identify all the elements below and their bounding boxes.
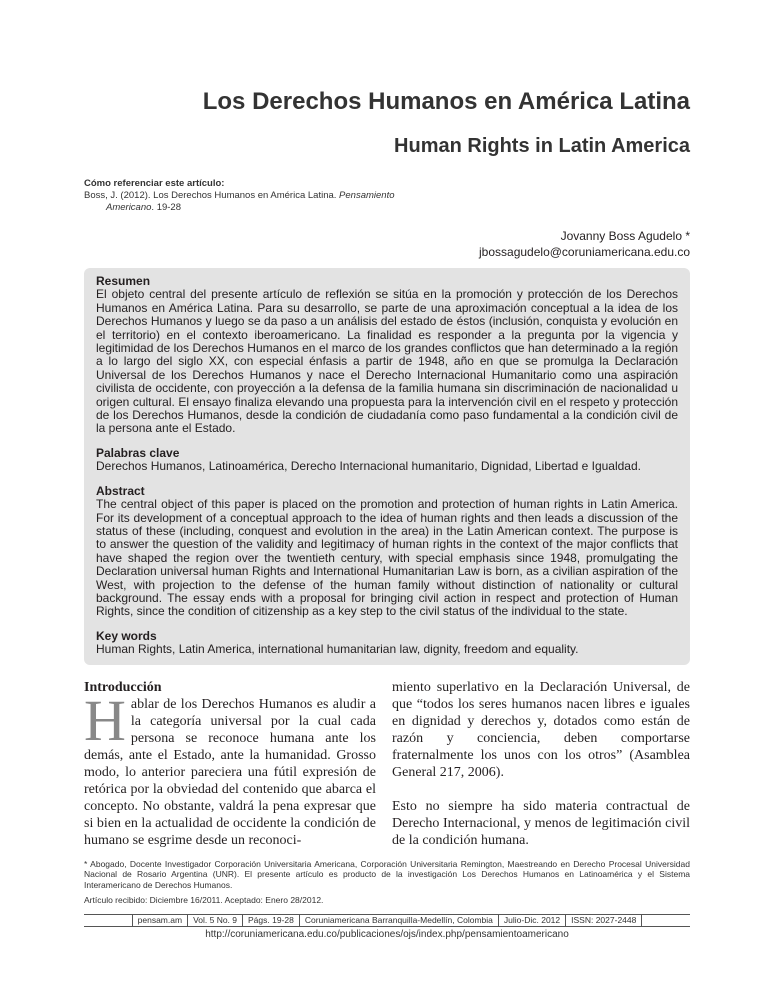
intro-heading: Introducción (84, 679, 162, 695)
journal-url[interactable]: http://coruniamericana.edu.co/publicaciones/ojs/index.php/pensamientoamericano (205, 928, 569, 940)
footer-publisher: Coruniamericana Barranquilla-Medellín, Colombia (299, 915, 498, 926)
body-paragraph: miento superlativo en la Declaración Universal, de que “todos los seres humanos nacen libres e iguales en dignidad y derechos y, dotados como están de razón y conciencia, deben comportarse fraternalmente los unos con los otros” (Asamblea General 217, 2006). (392, 679, 690, 780)
footer-journal: pensam.am (132, 915, 187, 926)
key-words-heading: Key words (96, 628, 157, 643)
abstract-heading: Abstract (96, 483, 145, 498)
citation-journal: Pensamiento (339, 190, 395, 201)
resumen-text: El objeto central del presente artículo de reflexión se sitúa en la promoción y protección de los Derechos Humanos en América Latina. Para su desarrollo, se parte de una aproximación conceptual a la idea de los Derechos Humanos y luego se da paso a un análisis del estado de éstos (inclusión, conquista y evolución en el territorio) en el contexto iberoamericano. La finalidad es responder a la pregunta por la vigencia y legitimidad de los Derechos Humanos en el marco de los grandes conflictos que han determinado a la región a lo largo del siglo XX, con especial énfasis a partir de 1948, año en que se promulga la Declaración Universal de los Derechos Humanos y nace el Derecho Internacional Humanitario como una aspiración civilista de occidente, con proyección a la defensa de la familia humana sin discriminación de nacionalidad u origen cultural. El ensayo finaliza elevando una propuesta para la intervención civil en el respeto y protección de los Derechos Humanos, desde la condición de ciudadanía como paso fundamental a la condición civil de la persona ante el Estado. (96, 287, 678, 436)
footer-date: Julio-Dic. 2012 (498, 915, 565, 926)
author-name: Jovanny Boss Agudelo * (560, 229, 690, 243)
citation-text: Boss, J. (2012). Los Derechos Humanos en América Latina. (84, 190, 340, 201)
body-paragraph: Esto no siempre ha sido materia contractual de Derecho Internacional, y menos de legitimación civil de la condición humana. (392, 798, 690, 848)
abstract-text: The central object of this paper is placed on the promotion and protection of human rights in Latin America. For its development of a conceptual approach to the idea of human rights and then leads a discussion of the status of these (including, conquest and evolution in the area) in the Latin American context. The purpose is to answer the question of the validity and legitimacy of human rights in the context of the major conflicts that have shaped the region over the twentieth century, with special emphasis since 1948, promulgating the Declaration universal human Rights and International Humanitarian Law is born, as a civilian aspiration of the West, with projection to the defense of the human family without distinction of nationality or cultural background. The essay ends with a proposal for bringing civil action in respect and protection of Human Rights, since the condition of citizenship as a key step to the civil status of the individual to the state. (96, 497, 678, 619)
key-words-text: Human Rights, Latin America, international humanitarian law, dignity, freedom and equality. (96, 642, 579, 657)
citation (84, 178, 690, 214)
palabras-clave-heading: Palabras clave (96, 445, 180, 460)
abstract-box (84, 268, 690, 665)
resumen-section (96, 275, 678, 436)
body-column-2 (392, 679, 690, 849)
footnote: * Abogado, Docente Investigador Corporación Universitaria Americana, Corporación Universitaria Remington, Maestreando en Derecho Procesal Universidad Nacional de Rosario Argentina (UNR). El presente artículo es producto de la investigación Los Derechos Humanos en Latinoamérica y el Sistema Interamericano de Derechos Humanos. (84, 858, 690, 890)
resumen-heading: Resumen (96, 274, 151, 288)
key-words-section (96, 630, 678, 657)
drop-cap: H (84, 687, 126, 753)
citation-label: Cómo referenciar este artículo: (84, 178, 225, 189)
article-title: Los Derechos Humanos en América Latina (202, 88, 690, 115)
palabras-clave-text: Derechos Humanos, Latinoamérica, Derecho Internacional humanitario, Dignidad, Libertad e Igualdad. (96, 459, 641, 474)
body-column-1 (84, 679, 376, 849)
received-dates: Artículo recibido: Diciembre 16/2011. Aceptado: Enero 28/2012. (84, 895, 324, 906)
body-text-col1: ablar de los Derechos Humanos es aludir a la categoría universal por la cual cada persona se reconoce humana ante los demás, ante el Estado, ante la humanidad. Grosso modo, lo anterior pareciera una fútil expresión de retórica por la obviedad del contenido que abarca el concepto. No obstante, valdrá la pena expresar que si bien en la actualidad de occidente la condición de humano se esgrime desde un reconoci- (84, 696, 376, 848)
footer-volume: Vol. 5 No. 9 (187, 915, 242, 926)
article-subtitle: Human Rights in Latin America (394, 135, 690, 157)
citation-pages: . 19-28 (151, 202, 181, 213)
footer-pages: Págs. 19-28 (242, 915, 299, 926)
footer-issn: ISSN: 2027-2448 (565, 915, 642, 926)
author-block (84, 228, 690, 260)
palabras-clave-section (96, 447, 678, 474)
journal-footer (84, 914, 690, 927)
body-columns (84, 679, 690, 849)
author-email[interactable]: jbossagudelo@coruniamericana.edu.co (479, 245, 690, 259)
citation-journal-cont: Americano (106, 202, 152, 213)
abstract-section (96, 485, 678, 619)
